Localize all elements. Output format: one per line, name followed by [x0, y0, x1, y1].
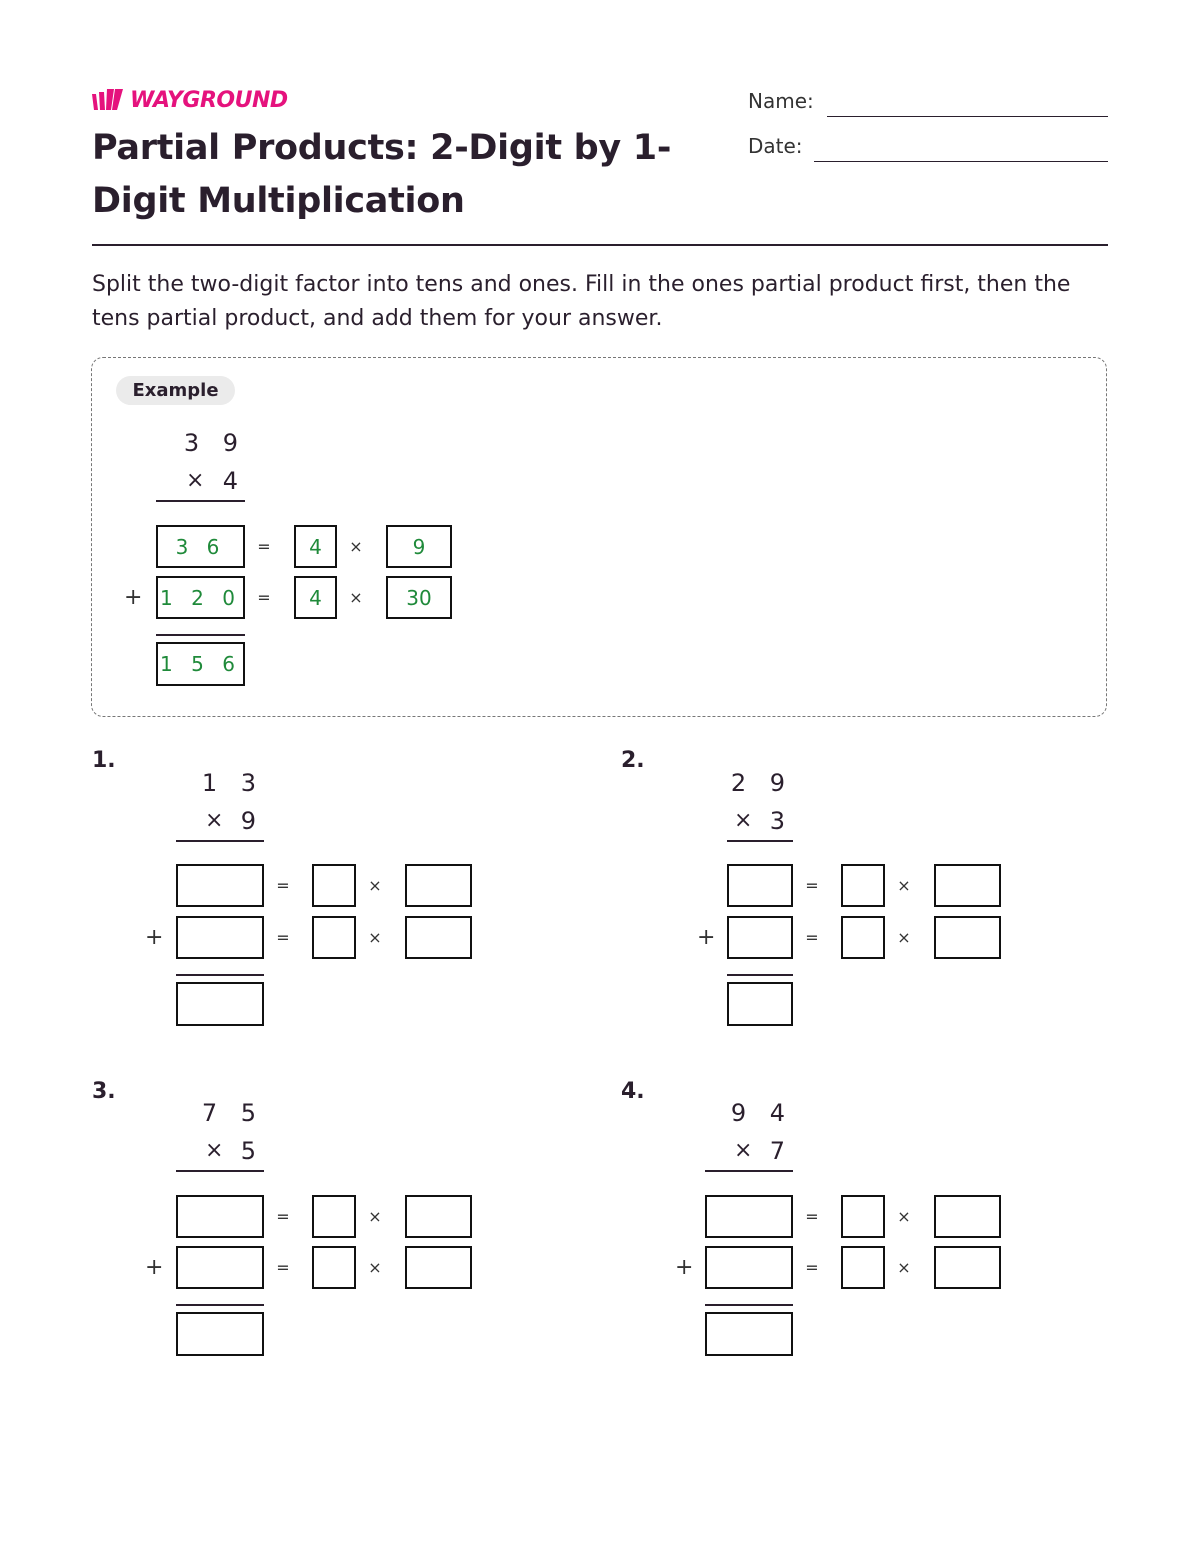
- times-sign: ×: [205, 1138, 224, 1163]
- tens-multiplier-input[interactable]: [312, 1246, 356, 1289]
- factor-line: [176, 840, 264, 842]
- example-total-box: 1 5 6: [156, 642, 245, 686]
- name-field[interactable]: [827, 116, 1108, 117]
- total-input[interactable]: [727, 982, 793, 1026]
- times-sign: ×: [368, 1258, 382, 1277]
- tens-product-input[interactable]: [176, 1246, 264, 1289]
- tens-value-input[interactable]: [405, 916, 472, 959]
- date-field[interactable]: [814, 161, 1108, 162]
- example-bottom-factor: 4: [222, 467, 246, 495]
- equals-sign: =: [805, 876, 819, 895]
- ones-multiplier-input[interactable]: [312, 1195, 356, 1238]
- equals-sign: =: [805, 1258, 819, 1277]
- problem-number: 4.: [621, 1079, 645, 1104]
- page-title: Partial Products: 2-Digit by 1-Digit Multiplication: [92, 128, 672, 221]
- ones-multiplier-input[interactable]: [312, 864, 356, 907]
- wayground-logo-icon: [92, 88, 124, 112]
- ones-digit-input[interactable]: [934, 1195, 1001, 1238]
- date-label: Date:: [748, 134, 803, 158]
- example-top-factor: 3 9: [183, 429, 246, 457]
- ones-product-input[interactable]: [176, 1195, 264, 1238]
- ones-product-input[interactable]: [727, 864, 793, 907]
- tens-product-input[interactable]: [727, 916, 793, 959]
- instructions-text: Split the two-digit factor into tens and ones. Fill in the ones partial product first, then the tens partial product, and add them for your answer.: [92, 272, 1071, 331]
- equals-sign: =: [805, 1207, 819, 1226]
- sum-line: [176, 974, 264, 976]
- total-input[interactable]: [705, 1312, 793, 1356]
- header-divider: [92, 244, 1108, 246]
- problem-top-factor: 9 4: [730, 1099, 793, 1127]
- factor-line: [727, 840, 793, 842]
- tens-multiplier-input[interactable]: [841, 1246, 885, 1289]
- tens-value-input[interactable]: [934, 916, 1001, 959]
- example-times-sign: ×: [349, 537, 363, 556]
- tens-product-input[interactable]: [176, 916, 264, 959]
- tens-value-input[interactable]: [405, 1246, 472, 1289]
- times-sign: ×: [897, 928, 911, 947]
- problem-bottom-factor: 5: [240, 1137, 264, 1165]
- tens-product-input[interactable]: [705, 1246, 793, 1289]
- example-sum-line: [156, 634, 245, 636]
- times-sign: ×: [897, 1207, 911, 1226]
- times-sign: ×: [734, 808, 753, 833]
- equals-sign: =: [805, 928, 819, 947]
- problem-number: 2.: [621, 748, 645, 773]
- equals-sign: =: [276, 1207, 290, 1226]
- example-times-sign: ×: [349, 588, 363, 607]
- example-ones-product-box: 3 6: [156, 525, 245, 568]
- tens-value-input[interactable]: [934, 1246, 1001, 1289]
- example-plus-sign: +: [124, 585, 143, 610]
- factor-line: [176, 1170, 264, 1172]
- plus-sign: +: [675, 1255, 694, 1280]
- ones-digit-input[interactable]: [934, 864, 1001, 907]
- example-times-sign: ×: [186, 468, 205, 493]
- plus-sign: +: [145, 925, 164, 950]
- times-sign: ×: [368, 928, 382, 947]
- example-badge: Example: [116, 376, 235, 405]
- problem-top-factor: 2 9: [730, 769, 793, 797]
- problem-top-factor: 1 3: [201, 769, 264, 797]
- ones-multiplier-input[interactable]: [841, 864, 885, 907]
- example-tens-multiplier-box: 4: [294, 576, 337, 619]
- tens-multiplier-input[interactable]: [312, 916, 356, 959]
- times-sign: ×: [368, 1207, 382, 1226]
- plus-sign: +: [145, 1255, 164, 1280]
- times-sign: ×: [368, 876, 382, 895]
- times-sign: ×: [897, 876, 911, 895]
- ones-product-input[interactable]: [176, 864, 264, 907]
- equals-sign: =: [276, 876, 290, 895]
- times-sign: ×: [734, 1138, 753, 1163]
- sum-line: [705, 1304, 793, 1306]
- example-factor-line: [156, 500, 245, 502]
- ones-multiplier-input[interactable]: [841, 1195, 885, 1238]
- example-ones-digit-box: 9: [386, 525, 452, 568]
- equals-sign: =: [276, 928, 290, 947]
- plus-sign: +: [697, 925, 716, 950]
- factor-line: [705, 1170, 793, 1172]
- problem-number: 1.: [92, 748, 116, 773]
- times-sign: ×: [897, 1258, 911, 1277]
- example-ones-multiplier-box: 4: [294, 525, 337, 568]
- problem-bottom-factor: 9: [240, 807, 264, 835]
- equals-sign: =: [276, 1258, 290, 1277]
- tens-multiplier-input[interactable]: [841, 916, 885, 959]
- problem-bottom-factor: 3: [769, 807, 793, 835]
- total-input[interactable]: [176, 1312, 264, 1356]
- brand-name: WAYGROUND: [130, 87, 288, 113]
- example-equals-sign: =: [257, 588, 271, 607]
- ones-digit-input[interactable]: [405, 864, 472, 907]
- example-tens-value-box: 30: [386, 576, 452, 619]
- total-input[interactable]: [176, 982, 264, 1026]
- example-tens-product-box: 1 2 0: [156, 576, 245, 619]
- problem-number: 3.: [92, 1079, 116, 1104]
- name-label: Name:: [748, 89, 814, 113]
- problem-bottom-factor: 7: [769, 1137, 793, 1165]
- problem-top-factor: 7 5: [201, 1099, 264, 1127]
- ones-product-input[interactable]: [705, 1195, 793, 1238]
- ones-digit-input[interactable]: [405, 1195, 472, 1238]
- sum-line: [727, 974, 793, 976]
- example-equals-sign: =: [257, 537, 271, 556]
- brand-logo: [92, 86, 288, 114]
- times-sign: ×: [205, 808, 224, 833]
- sum-line: [176, 1304, 264, 1306]
